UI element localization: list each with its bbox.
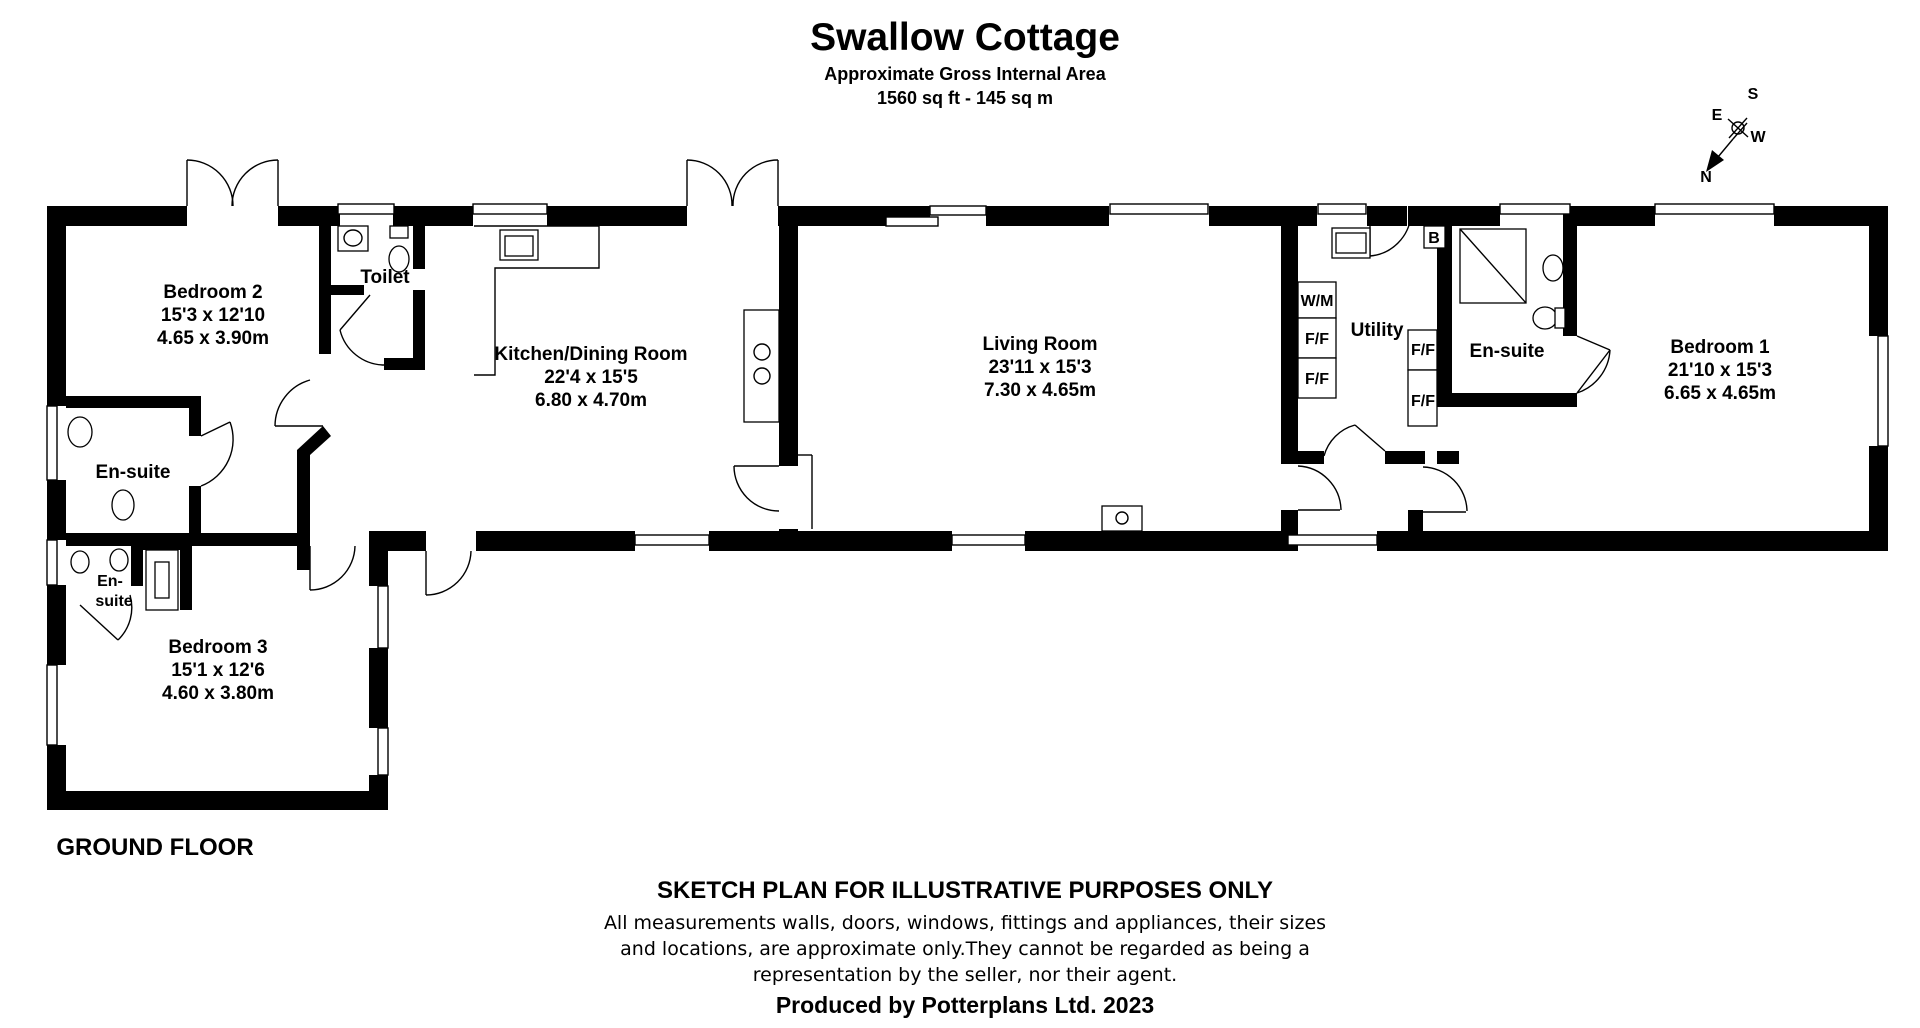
disclaimer-line-3: representation by the seller, nor their agent. xyxy=(752,964,1178,986)
disclaimer-line-1: All measurements walls, doors, windows, fittings and appliances, their sizes xyxy=(603,912,1327,934)
room-metric: 7.30 x 4.65m xyxy=(984,380,1096,401)
area-value: 1560 sq ft - 145 sq m xyxy=(876,88,1054,108)
room-name: Bedroom 2 xyxy=(163,282,263,303)
room-name: Bedroom 3 xyxy=(168,637,268,658)
ff-label-1: F/F xyxy=(1305,331,1329,348)
room-toilet: Toilet xyxy=(360,267,410,288)
plan-title: Swallow Cottage xyxy=(810,16,1120,59)
room-metric: 6.65 x 4.65m xyxy=(1664,383,1776,404)
room-bedroom-1 xyxy=(1664,337,1776,404)
compass-w: W xyxy=(1750,129,1766,146)
room-imperial: 15'3 x 12'10 xyxy=(160,305,266,326)
compass-e: E xyxy=(1711,107,1723,124)
ff-label-2: F/F xyxy=(1305,371,1329,388)
small-basin-icon xyxy=(71,551,89,573)
boiler-label: B xyxy=(1428,230,1440,247)
room-imperial: 21'10 x 15'3 xyxy=(1667,360,1773,381)
ensuite-toilet-icon xyxy=(1533,307,1557,329)
room-kitchen-dining xyxy=(494,344,687,411)
ff-label-4: F/F xyxy=(1411,393,1435,410)
compass-s: S xyxy=(1747,86,1759,103)
wm-label: W/M xyxy=(1300,293,1334,310)
room-imperial: 15'1 x 12'6 xyxy=(171,660,265,681)
compass-n: N xyxy=(1700,169,1712,186)
disclaimer-heading: SKETCH PLAN FOR ILLUSTRATIVE PURPOSES ONLY xyxy=(656,877,1274,904)
room-living xyxy=(982,334,1097,401)
area-label: Approximate Gross Internal Area xyxy=(824,64,1106,84)
ensuite-left-basin-icon xyxy=(68,417,92,447)
room-ensuite-small-line2: suite xyxy=(95,593,133,610)
room-imperial: 22'4 x 15'5 xyxy=(544,367,638,388)
fixtures xyxy=(68,226,1565,610)
room-bedroom-2 xyxy=(157,282,269,349)
walls xyxy=(47,206,1888,810)
doors xyxy=(80,160,1610,640)
floor-label: GROUND FLOOR xyxy=(56,834,254,861)
credit-line: Produced by Potterplans Ltd. 2023 xyxy=(775,992,1155,1018)
room-metric: 4.65 x 3.90m xyxy=(157,328,269,349)
room-ensuite-small-line1: En- xyxy=(97,573,123,590)
room-metric: 6.80 x 4.70m xyxy=(535,390,647,411)
room-name: Kitchen/Dining Room xyxy=(494,344,688,365)
hob-icon xyxy=(744,310,779,422)
fireplace-icon xyxy=(1102,506,1142,531)
room-imperial: 23'11 x 15'3 xyxy=(988,357,1092,378)
ensuite-left-toilet-icon xyxy=(112,490,134,520)
small-toilet-icon xyxy=(110,549,128,571)
room-bedroom-3 xyxy=(162,637,274,704)
ff-label-3: F/F xyxy=(1411,342,1435,359)
room-ensuite-right: En-suite xyxy=(1469,341,1545,362)
room-name: Living Room xyxy=(982,334,1098,355)
room-metric: 4.60 x 3.80m xyxy=(162,683,274,704)
room-name: Bedroom 1 xyxy=(1670,337,1770,358)
disclaimer-line-2: and locations, are approximate only.They cannot be regarded as being a xyxy=(620,938,1310,960)
room-ensuite-left: En-suite xyxy=(95,462,171,483)
compass-icon xyxy=(1700,86,1766,186)
room-utility: Utility xyxy=(1350,320,1404,341)
ensuite-basin-icon xyxy=(1543,255,1563,281)
